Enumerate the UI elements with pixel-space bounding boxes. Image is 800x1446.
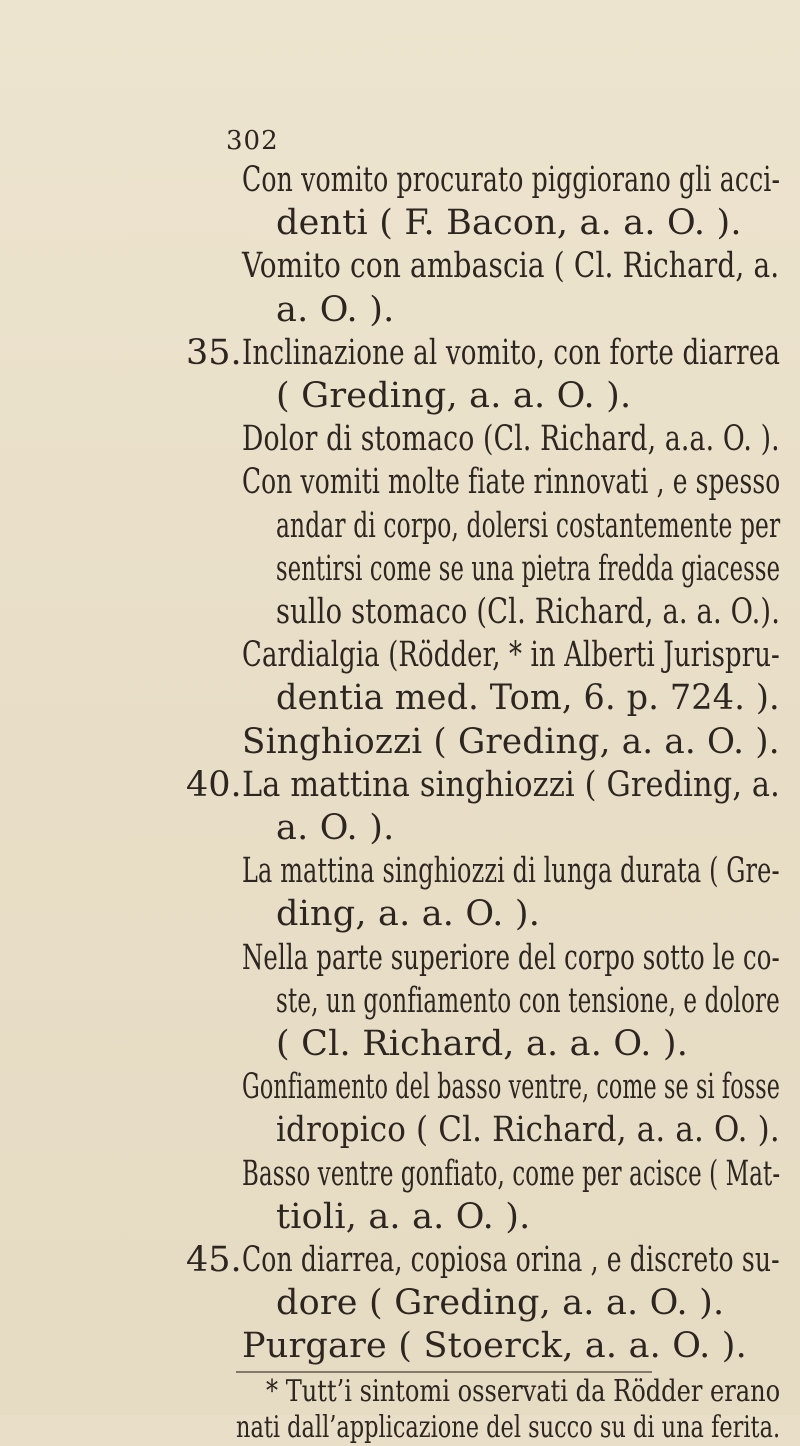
entry-line: Cardialgia (Rödder, * in Alberti Jurispru- [242,635,780,675]
entry-line: Nella parte superiore del corpo sotto le co- [242,938,780,978]
entry-number: 35. [186,333,242,373]
entry-line: denti ( F. Bacon, a. a. O. ). [276,203,742,243]
entry-line: Con vomiti molte fiate rinnovati , e spesso [242,462,781,502]
entry-line: Vomito con ambascia ( Cl. Richard, a. [242,246,780,286]
footnote-divider [236,1371,652,1373]
entry-line: La mattina singhiozzi ( Greding, a. [242,765,780,805]
entry-line: idropico ( Cl. Richard, a. a. O. ). [276,1110,780,1150]
footnote-line: * Tutt’i sintomi osservati da Rödder erano [266,1374,781,1409]
entry-line: Con diarrea, copiosa orina , e discreto su- [242,1240,780,1280]
entry-line: Dolor di stomaco (Cl. Richard, a.a. O. ). [242,419,780,459]
footnote-line: nati dall’applicazione del succo su di una ferita. [236,1410,781,1445]
entry-line: ding, a. a. O. ). [276,894,541,934]
entry-line: a. O. ). [276,290,395,330]
entry-number: 45. [186,1240,242,1280]
entry-line: sullo stomaco (Cl. Richard, a. a. O.). [276,592,781,632]
entry-line: ste, un gonfiamento con tensione, e dolore [276,981,780,1021]
entry-line: Gonfiamento del basso ventre, come se si fosse [242,1067,780,1107]
entry-line: andar di corpo, dolersi costantemente per [276,506,781,546]
entry-number: 40. [186,765,242,805]
entry-line: dore ( Greding, a. a. O. ). [276,1283,725,1323]
page-number: 302 [226,126,279,156]
entry-line: Purgare ( Stoerck, a. a. O. ). [242,1326,747,1366]
entry-line: ( Cl. Richard, a. a. O. ). [276,1024,689,1064]
entry-line: sentirsi come se una pietra fredda giacesse [276,549,781,589]
entry-line: Singhiozzi ( Greding, a. a. O. ). [242,722,780,762]
entry-line: tioli, a. a. O. ). [276,1197,531,1237]
entry-line: ( Greding, a. a. O. ). [276,376,632,416]
entry-line: Basso ventre gonfiato, come per acisce ( Mat- [242,1154,781,1194]
entry-line: a. O. ). [276,808,395,848]
entry-line: Con vomito procurato piggiorano gli acci- [242,160,781,200]
entry-line: Inclinazione al vomito, con forte diarrea [242,333,781,373]
entry-line: La mattina singhiozzi di lunga durata ( Gre- [242,851,780,891]
entry-line: dentia med. Tom, 6. p. 724. ). [276,678,780,718]
